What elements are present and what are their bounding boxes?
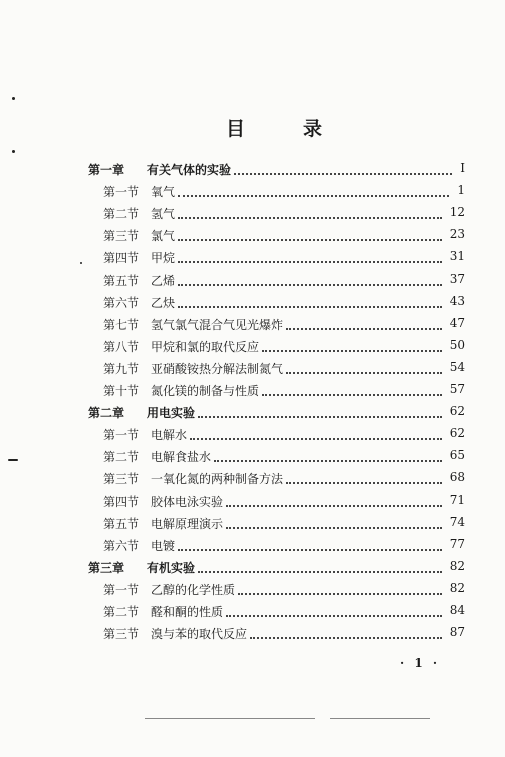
section-label: 第二节 [103, 450, 140, 465]
section-title: 胶体电泳实验 [151, 494, 224, 509]
page-ref: 62 [449, 426, 465, 441]
leader-dots [178, 181, 449, 197]
toc-section-entry [0, 491, 505, 513]
chapter-label: 第三章 [88, 560, 125, 575]
page-ref: I [460, 161, 465, 175]
toc-section-entry [0, 270, 505, 292]
section-title: 电解水 [151, 428, 188, 443]
section-title: 乙炔 [151, 295, 176, 310]
toc-section-entry [0, 579, 505, 601]
leader-dots [250, 623, 442, 639]
toc-section-entry [0, 446, 505, 468]
chapter-title: 有关气体的实验 [147, 163, 232, 177]
section-label: 第五节 [103, 516, 140, 531]
section-title: 电镀 [151, 538, 176, 553]
section-label: 第一节 [103, 185, 140, 200]
section-title: 乙醇的化学性质 [151, 582, 236, 597]
toc-chapter-entry [0, 557, 505, 579]
section-label: 第六节 [103, 295, 140, 310]
leader-dots [214, 446, 442, 462]
chapter-title: 用电实验 [147, 406, 196, 421]
chapter-label: 第二章 [88, 406, 125, 421]
toc-section-entry [0, 380, 505, 402]
toc-section-entry [0, 623, 505, 645]
toc-section-entry [0, 292, 505, 314]
toc-section-entry [0, 513, 505, 535]
section-title: 氧气 [151, 185, 176, 200]
page-ref: 54 [449, 359, 465, 374]
leader-dots [262, 336, 442, 352]
page-ref: 77 [449, 536, 465, 551]
chapter-label: 第一章 [88, 163, 125, 177]
leader-dots [198, 402, 442, 418]
leader-dots [178, 535, 442, 551]
page-ref: 82 [449, 558, 465, 573]
section-title: 甲烷 [151, 251, 176, 266]
scan-speck [12, 97, 15, 100]
section-label: 第四节 [103, 494, 140, 509]
leader-dots [178, 203, 442, 219]
toc-section-entry [0, 203, 505, 225]
section-label: 第四节 [103, 251, 140, 266]
section-label: 第三节 [103, 627, 140, 642]
bottom-rule [145, 718, 315, 719]
section-title: 电解原理演示 [151, 516, 224, 531]
section-label: 第二节 [103, 605, 140, 619]
section-label: 第六节 [103, 538, 140, 553]
section-label: 第一节 [103, 582, 140, 597]
title-char-2: 录 [303, 118, 323, 140]
toc-section-entry [0, 314, 505, 336]
page-ref: 1 [457, 183, 465, 198]
section-title: 甲烷和氯的取代反应 [151, 339, 260, 354]
page-ref: 65 [449, 448, 465, 463]
leader-dots [178, 225, 442, 241]
section-title: 溴与苯的取代反应 [151, 627, 248, 642]
toc-chapter-entry [0, 402, 505, 424]
section-label: 第一节 [103, 428, 140, 443]
page-ref: 82 [449, 580, 465, 595]
leader-dots [178, 292, 442, 308]
toc-section-entry [0, 468, 505, 490]
section-label: 第十节 [103, 384, 140, 398]
leader-dots [286, 314, 442, 330]
toc-section-entry [0, 181, 505, 203]
section-title: 氢气氯气混合气见光爆炸 [151, 317, 284, 332]
section-title: 电解食盐水 [151, 450, 212, 465]
section-title: 氮化镁的制备与性质 [151, 384, 260, 398]
leader-dots [198, 557, 442, 573]
page-ref: 62 [449, 404, 465, 419]
section-title: 氯气 [151, 229, 176, 244]
leader-dots [238, 579, 442, 595]
toc-section-entry [0, 358, 505, 380]
section-title: 氢气 [151, 207, 176, 222]
leader-dots [234, 159, 452, 175]
section-label: 第九节 [103, 361, 140, 376]
chapter-title: 有机实验 [147, 560, 196, 575]
page-ref: 84 [449, 603, 465, 617]
leader-dots [226, 491, 442, 507]
page-ref: 37 [449, 271, 465, 286]
page-ref: 57 [449, 382, 465, 396]
leader-dots [178, 247, 442, 263]
page-ref: 43 [449, 293, 465, 308]
title-char-1: 目 [226, 118, 246, 140]
page-ref: 31 [449, 249, 465, 264]
bottom-rule [330, 718, 430, 719]
page-ref: 12 [449, 205, 465, 220]
page-number: · 1 · [400, 656, 441, 670]
section-label: 第二节 [103, 207, 140, 222]
section-label: 第七节 [103, 317, 140, 332]
toc-section-entry [0, 535, 505, 557]
leader-dots [226, 513, 442, 529]
leader-dots [262, 380, 442, 396]
toc-chapter-entry [0, 159, 505, 181]
leader-dots [226, 601, 442, 617]
section-label: 第三节 [103, 229, 140, 244]
section-label: 第八节 [103, 339, 140, 354]
page-ref: 87 [449, 625, 465, 640]
toc-section-entry [0, 336, 505, 358]
toc-section-entry [0, 424, 505, 446]
section-label: 第三节 [103, 472, 140, 487]
page-ref: 74 [449, 514, 465, 529]
scan-speck [12, 150, 15, 153]
section-title: 乙烯 [151, 273, 176, 288]
section-title: 亚硝酸铵热分解法制氮气 [151, 361, 284, 376]
section-title: 醛和酮的性质 [151, 605, 224, 619]
section-title: 一氧化氮的两种制备方法 [151, 472, 284, 487]
toc-section-entry [0, 601, 505, 623]
leader-dots [190, 424, 442, 440]
page-ref: 68 [449, 470, 465, 485]
leader-dots [178, 270, 442, 286]
page-ref: 23 [449, 227, 465, 242]
leader-dots [286, 468, 442, 484]
leader-dots [286, 358, 442, 374]
toc-section-entry [0, 225, 505, 247]
page-ref: 47 [449, 315, 465, 330]
page-ref: 50 [449, 337, 465, 352]
section-label: 第五节 [103, 273, 140, 288]
toc-section-entry [0, 247, 505, 269]
page-title [0, 114, 505, 144]
page-ref: 71 [449, 492, 465, 507]
